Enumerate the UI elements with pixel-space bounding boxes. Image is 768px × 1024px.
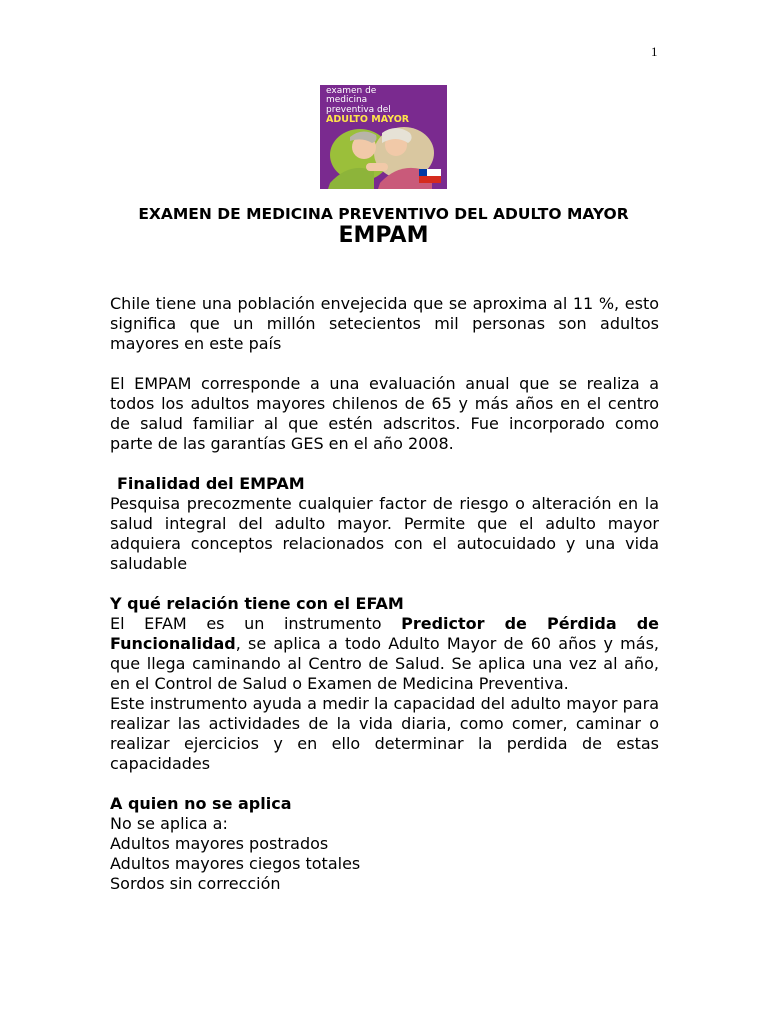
no-aplica-intro: No se aplica a:: [110, 814, 228, 833]
cover-image: [320, 85, 447, 189]
intro-paragraph: El EMPAM corresponde a una evaluación anual que se realiza a todos los adultos mayores chilenos de 65 y más años en el centro de salud familiar al que estén adscritos. Fue incorporado como parte de las garantías GES en el año 2008.: [110, 374, 659, 453]
section-heading-no-aplica: A quien no se aplica: [110, 794, 292, 813]
section-heading-finalidad: Finalidad del EMPAM: [117, 474, 305, 493]
finalidad-paragraph: Pesquisa precozmente cualquier factor de riesgo o alteración en la salud integral del adulto mayor. Permite que el adulto mayor adquiera conceptos relacionados con el autocuidado y una vida saludable: [110, 494, 659, 573]
efam-text: El EFAM es un instrumento: [110, 614, 402, 633]
title-acronym: EMPAM: [338, 223, 429, 248]
document-body: [110, 294, 659, 894]
cover-line: examen de: [326, 86, 377, 96]
efam-emphasis: Predictor de Pérdida de Funcionalidad: [110, 614, 659, 653]
list-item: Sordos sin corrección: [110, 874, 281, 893]
intro-paragraph: Chile tiene una población envejecida que se aproxima al 11 %, esto significa que un millón setecientos mil personas son adultos mayores en este país: [110, 294, 659, 353]
list-item: Adultos mayores ciegos totales: [110, 854, 361, 873]
list-item: Adultos mayores postrados: [110, 834, 329, 853]
efam-paragraph: [110, 614, 659, 694]
section-heading-efam: Y qué relación tiene con el EFAM: [110, 594, 404, 613]
document-title: [110, 205, 657, 249]
cover-line: preventiva del: [326, 104, 391, 115]
cover-title: [326, 87, 444, 125]
title-main: EXAMEN DE MEDICINA PREVENTIVO DEL ADULTO MAYOR: [138, 205, 629, 223]
cover-line: medicina: [326, 95, 368, 106]
cover-line: ADULTO MAYOR: [326, 114, 410, 126]
efam-text: , se aplica a todo Adulto Mayor de 60 años y más, que llega caminando al Centro de Salud. Se aplica una vez al año, en el Control de Salud o Examen de Medicina Preventiva.: [110, 634, 659, 693]
chile-flag-icon: [419, 169, 441, 183]
page-number: 1: [651, 44, 658, 59]
efam-paragraph: Este instrumento ayuda a medir la capacidad del adulto mayor para realizar las actividades de la vida diaria, como comer, caminar o realizar ejercicios y en ello determinar la perdida de estas capacidades: [110, 694, 659, 773]
